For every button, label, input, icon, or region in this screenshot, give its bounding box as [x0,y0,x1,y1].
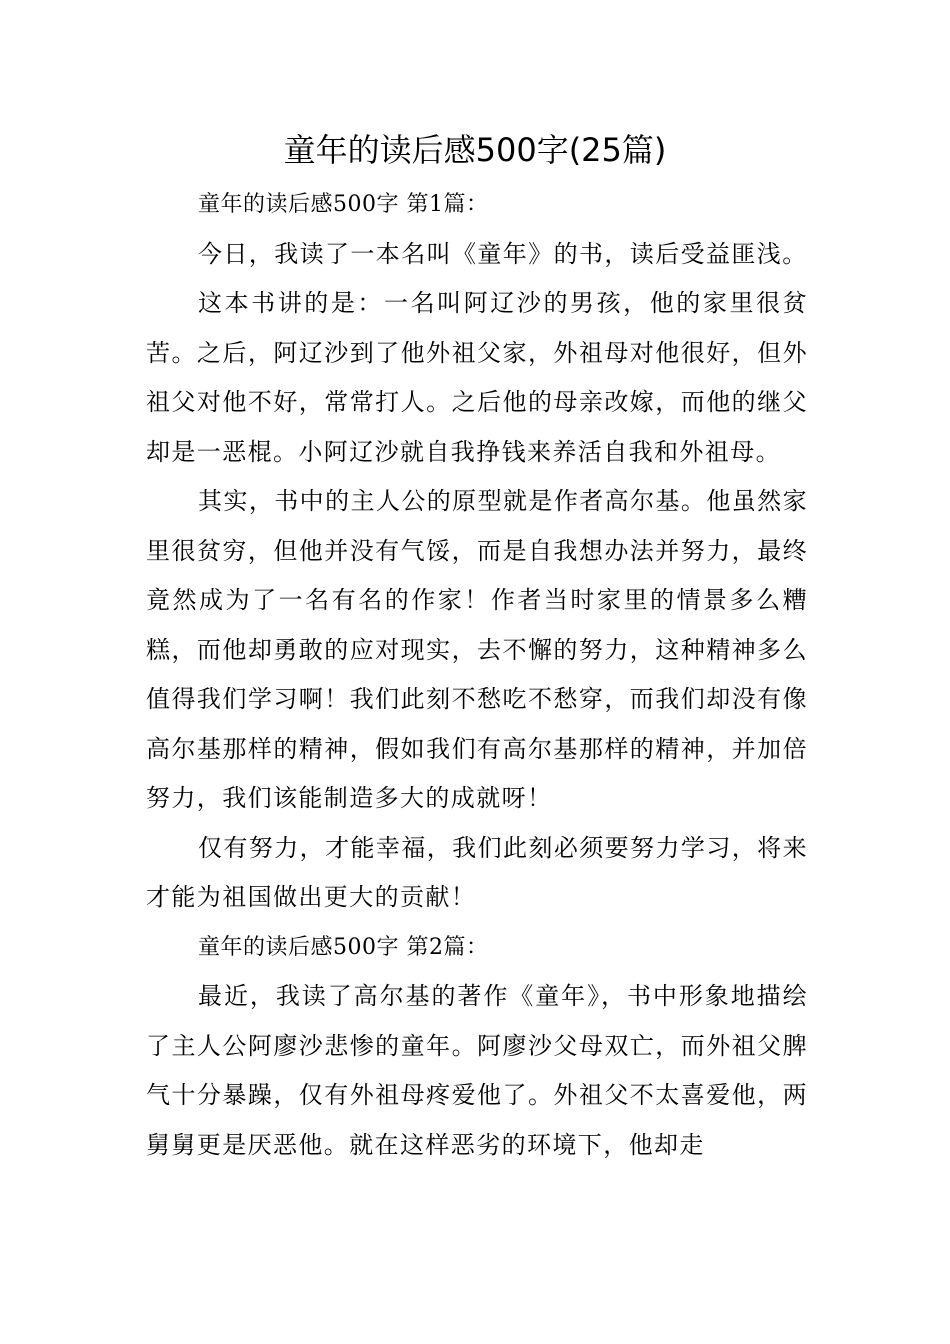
paragraph: 今日，我读了一本名叫《童年》的书，读后受益匪浅。 [198,239,808,268]
section-heading: 童年的读后感500字 第2篇： [198,934,489,960]
paragraph: 其实，书中的主人公的原型就是作者高尔基。他虽然家里很贫穷，但他并没有气馁，而是自我想办法并努力，最终竟然成为了一名有名的作家！作者当时家里的情景多么糟糕，而他却勇敢的应对现实，去不懈的努力，这种精神多么值得我们学习啊！我们此刻不愁吃不愁穿，而我们却没有像高尔基那样的精神，假如我们有高尔基那样的精神，并加倍努力，我们该能制造多大的成就呀！ [146,487,808,812]
paragraph: 这本书讲的是：一名叫阿辽沙的男孩，他的家里很贫苦。之后，阿辽沙到了他外祖父家，外祖母对他很好，但外祖父对他不好，常常打人。之后他的母亲改嫁，而他的继父却是一恶棍。小阿辽沙就自我挣钱来养活自我和外祖母。 [146,289,808,466]
document-title: 童年的读后感500字(25篇) [283,131,667,169]
section-heading: 童年的读后感500字 第1篇： [198,192,489,217]
paragraph: 最近，我读了高尔基的著作《童年》，书中形象地描绘了主人公阿廖沙悲惨的童年。阿廖沙父母双亡，而外祖父脾气十分暴躁，仅有外祖母疼爱他了。外祖父不太喜爱他，两舅舅更是厌恶他。就在这样恶劣的环境下，他却走 [146,982,808,1159]
paragraph: 仅有努力，才能幸福，我们此刻必须要努力学习，将来才能为祖国做出更大的贡献！ [146,833,808,911]
document-body [146,180,808,1170]
